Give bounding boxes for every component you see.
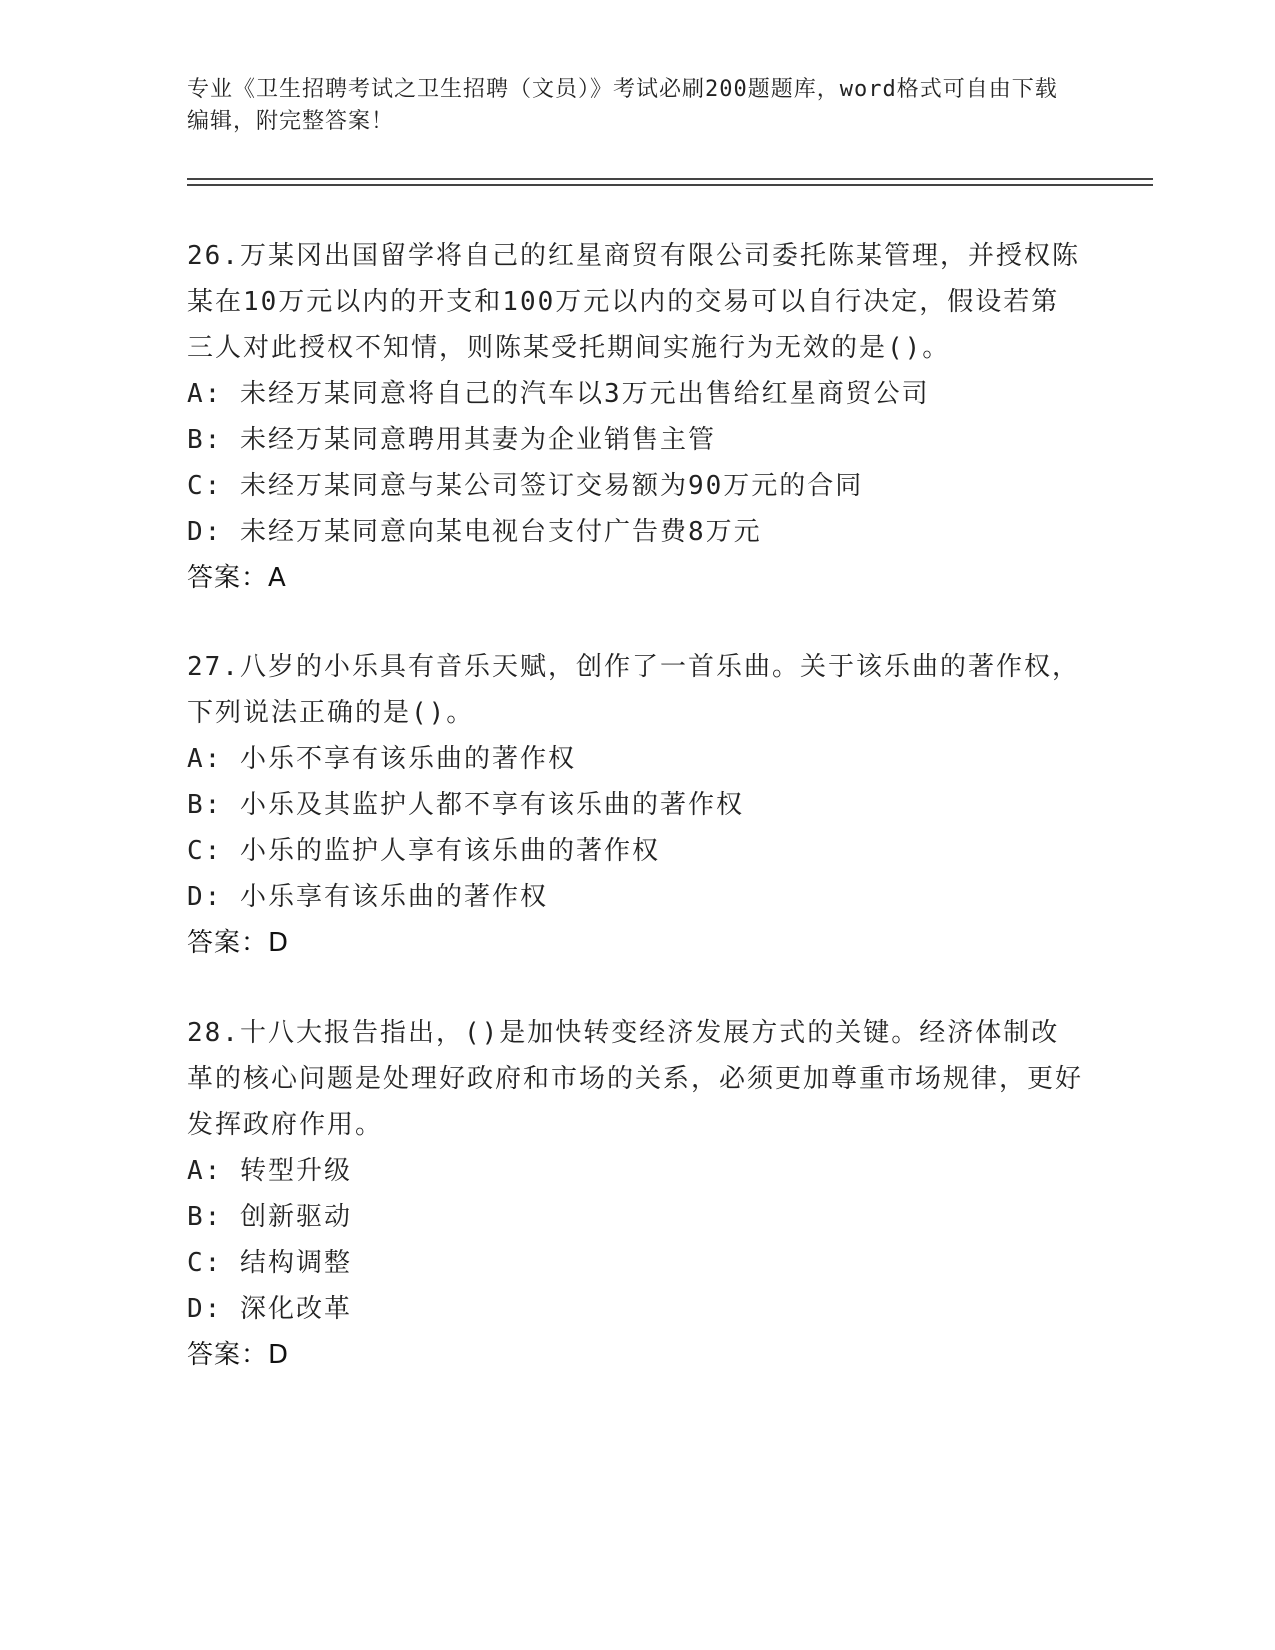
question-stem: 27.八岁的小乐具有音乐天赋，创作了一首乐曲。关于该乐曲的著作权，下列说法正确的是()。	[187, 652, 1080, 728]
option-c: C: 结构调整	[187, 1248, 352, 1278]
option-d: D: 小乐享有该乐曲的著作权	[187, 882, 548, 912]
option-a: A: 转型升级	[187, 1156, 352, 1186]
option-b: B: 小乐及其监护人都不享有该乐曲的著作权	[187, 790, 744, 820]
option-a: A: 未经万某同意将自己的汽车以3万元出售给红星商贸公司	[187, 379, 930, 409]
answer: 答案：A	[187, 563, 287, 593]
question-stem: 26.万某冈出国留学将自己的红星商贸有限公司委托陈某管理，并授权陈某在10万元以内的开支和100万元以内的交易可以自行决定，假设若第三人对此授权不知情，则陈某受托期间实施行为无效的是()。	[187, 241, 1080, 363]
question-28	[187, 1010, 1087, 1378]
document-header: 专业《卫生招聘考试之卫生招聘（文员）》考试必刷200题题库，word格式可自由下载编辑，附完整答案！	[187, 77, 1058, 134]
option-a: A: 小乐不享有该乐曲的著作权	[187, 744, 576, 774]
option-b: B: 创新驱动	[187, 1202, 352, 1232]
option-d: D: 深化改革	[187, 1294, 352, 1324]
option-c: C: 未经万某同意与某公司签订交易额为90万元的合同	[187, 471, 864, 501]
question-27	[187, 644, 1087, 966]
option-c: C: 小乐的监护人享有该乐曲的著作权	[187, 836, 660, 866]
header-rule-bottom	[187, 184, 1153, 186]
answer: 答案：D	[187, 928, 290, 958]
option-b: B: 未经万某同意聘用其妻为企业销售主管	[187, 425, 716, 455]
question-26	[187, 233, 1087, 601]
header-rule-top	[187, 178, 1153, 180]
answer: 答案：D	[187, 1340, 290, 1370]
question-stem: 28.十八大报告指出，()是加快转变经济发展方式的关键。经济体制改革的核心问题是处理好政府和市场的关系，必须更加尊重市场规律，更好发挥政府作用。	[187, 1018, 1084, 1140]
option-d: D: 未经万某同意向某电视台支付广告费8万元	[187, 517, 762, 547]
